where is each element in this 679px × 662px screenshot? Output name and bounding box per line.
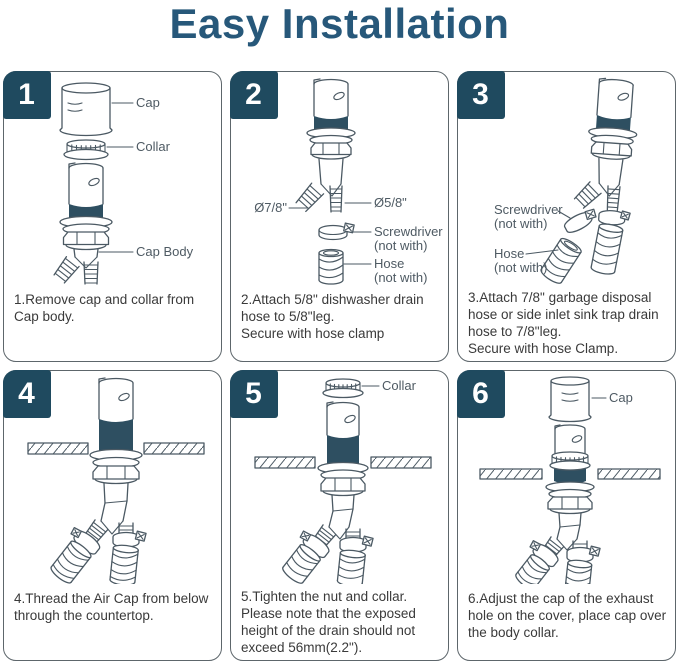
step1-caption [14,291,214,325]
step-panel-6 [457,370,676,661]
step-number-badge: 5 [230,370,278,418]
attached-clamp-drawing [598,209,630,226]
right-leg-assembly-drawing [565,541,600,584]
step-number-badge: 6 [457,370,505,418]
label-cap: Cap [136,95,160,110]
caption-line: 5.Tighten the nut and collar. Please note that the exposed height of the drain should not exceed 56mm(2.2"). [241,589,416,655]
collar-drawing [323,379,363,398]
label-screwdriver: Screwdriver [494,202,563,217]
label-collar: Collar [136,139,170,154]
step-number-badge: 1 [3,71,51,119]
step4-caption [14,590,214,624]
label-collar: Collar [382,378,416,393]
attached-hose-drawing [590,222,623,275]
step-panel-3 [457,71,676,362]
label-screwdriver-note: (not with) [494,216,548,231]
step-panel-2 [230,71,449,362]
steps-grid [0,71,679,661]
hose-drawing [319,250,343,285]
left-leg-assembly-drawing [44,513,112,584]
step5-caption [241,588,441,656]
caption-line: 6.Adjust the cap of the exhaust hole on the cover, place cap over the body collar. [468,591,667,640]
step-panel-4 [3,370,222,661]
cap-body-drawing [568,77,640,277]
loose-clamp-drawing [563,207,600,235]
caption-line: 4.Thread the Air Cap from below through the countertop. [14,591,209,623]
caption-line: 3.Attach 7/8" garbage disposal hose or side inlet sink trap drain hose to 7/8"leg. [468,290,659,339]
label-hose: Hose [374,256,405,271]
cap-drawing [549,377,591,422]
hose-clamp-drawing [319,223,354,239]
label-cap-body: Cap Body [136,244,194,259]
step-number-badge: 4 [3,370,51,418]
collar-drawing [64,140,108,160]
label-right-leg-diameter: Ø5/8" [374,195,407,210]
label-hose-note: (not with) [494,260,548,275]
cap-body-drawing [90,378,142,534]
label-screwdriver: Screwdriver [374,224,443,239]
step-panel-5 [230,370,449,661]
caption-line: 1.Remove cap and collar from Cap body. [14,292,195,324]
step-number-badge: 2 [230,71,278,119]
page-title: Easy Installation [169,0,510,47]
cap-body-drawing [295,79,355,212]
attached-collar-drawing [550,452,590,470]
label-hose-note: (not with) [374,270,428,285]
caption-line: 2.Attach 5/8" dishwasher drain hose to 5/8"leg. [241,292,424,324]
cap-drawing [60,83,112,136]
right-leg-assembly-drawing [110,523,146,584]
step2-caption [241,291,441,342]
cap-body-drawing [546,425,594,550]
step6-caption [468,590,668,641]
right-leg-drawing [606,186,620,211]
step-number-badge: 3 [457,71,505,119]
left-leg-drawing [573,182,601,209]
label-left-leg-diameter: Ø7/8" [254,200,287,215]
cap-body-drawing [53,163,112,284]
cap-body-drawing [318,402,368,539]
label-cap: Cap [609,390,633,405]
caption-line: Secure with hose clamp [241,326,385,341]
label-hose: Hose [494,246,525,261]
step3-caption [468,289,668,357]
right-leg-assembly-drawing [337,529,373,584]
label-screwdriver-note: (not with) [374,238,428,253]
caption-line: Secure with hose Clamp. [468,341,619,356]
left-leg-assembly-drawing [508,530,567,584]
step-panel-1 [3,71,222,362]
